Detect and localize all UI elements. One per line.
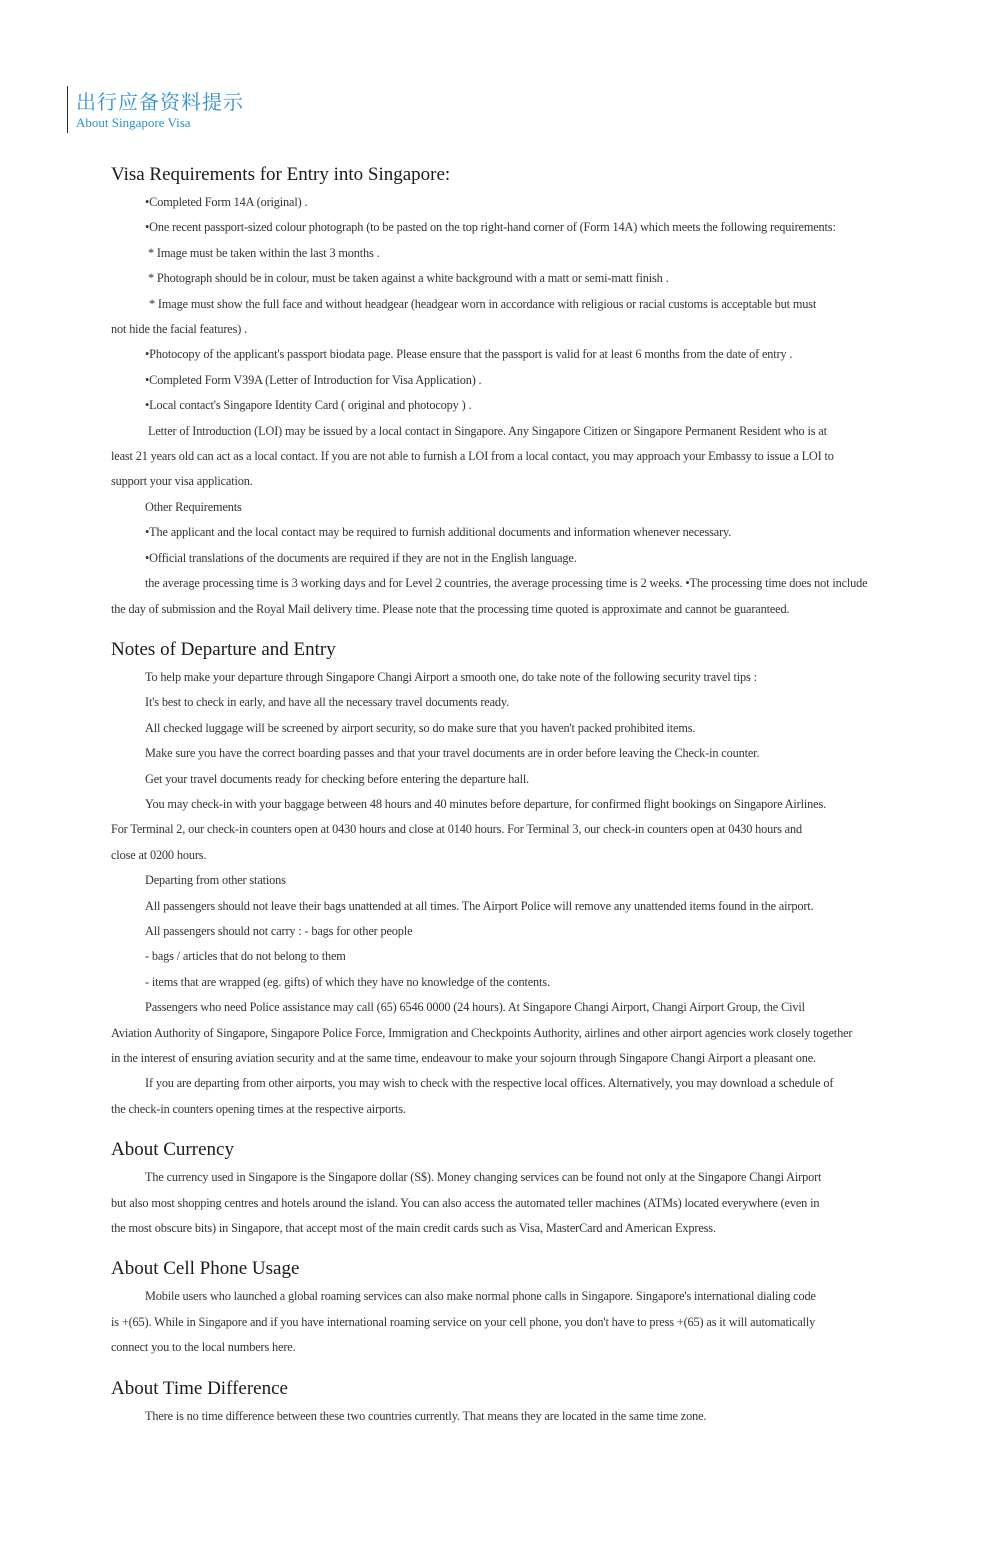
text-line: •Local contact's Singapore Identity Card ( original and photocopy ) .	[145, 398, 472, 413]
text-line: •Completed Form 14A (original) .	[145, 195, 308, 209]
text-line: Aviation Authority of Singapore, Singapore Police Force, Immigration and Checkpoints Authority, airlines and other airport agencies work closely together	[111, 1025, 853, 1040]
section-title: Notes of Departure and Entry	[111, 638, 336, 660]
text-line: Passengers who need Police assistance may call (65) 6546 0000 (24 hours). At Singapore Changi Airport, Changi Airport Group, the Civil	[145, 1000, 805, 1015]
section-title: About Cell Phone Usage	[111, 1258, 300, 1280]
text-line: * Photograph should be in colour, must be taken against a white background with a matt or semi-matt finish .	[148, 271, 669, 286]
section-title: About Time Difference	[111, 1377, 288, 1399]
text-line: All checked luggage will be screened by airport security, so do make sure that you haven't packed prohibited items.	[145, 720, 696, 735]
text-line: * Image must be taken within the last 3 months .	[148, 245, 380, 260]
text-line: support your visa application.	[111, 474, 253, 489]
header-title-en: About Singapore Visa	[76, 115, 191, 130]
header-divider	[67, 86, 68, 133]
text-line: •Completed Form V39A (Letter of Introduction for Visa Application) .	[145, 372, 482, 387]
text-line: All passengers should not leave their bags unattended at all times. The Airport Police will remove any unattended items found in the airport.	[145, 898, 814, 913]
text-line: There is no time difference between these two countries currently. That means they are located in the same time zone.	[145, 1408, 707, 1423]
text-line: Departing from other stations	[145, 873, 286, 888]
document-body	[111, 160, 891, 1429]
section-departure	[111, 639, 891, 1122]
text-line: is +(65). While in Singapore and if you have international roaming service on your cell phone, you don't have to press +(65) as it will automatically	[111, 1314, 816, 1329]
text-line: Get your travel documents ready for checking before entering the departure hall.	[145, 771, 530, 786]
text-line: close at 0200 hours.	[111, 847, 207, 862]
text-line: Letter of Introduction (LOI) may be issued by a local contact in Singapore. Any Singapore Citizen or Singapore Permanent Resident who is at	[148, 423, 827, 438]
text-line: Mobile users who launched a global roaming services can also make normal phone calls in Singapore. Singapore's international dialing code	[145, 1289, 816, 1304]
text-line: the day of submission and the Royal Mail delivery time. Please note that the processing time quoted is approximate and cannot be guaranteed.	[111, 601, 790, 616]
text-line: If you are departing from other airports, you may wish to check with the respective local offices. Alternatively, you may download a schedule of	[145, 1076, 834, 1091]
header-title-cn: 出行应备资料提示	[76, 90, 244, 114]
text-line: •One recent passport-sized colour photograph (to be pasted on the top right-hand corner of (Form 14A) which meets the following requirements:	[145, 220, 836, 235]
text-line: the check-in counters opening times at the respective airports.	[111, 1101, 406, 1116]
text-line: in the interest of ensuring aviation security and at the same time, endeavour to make your sojourn through Singapore Changi Airport a pleasant one.	[111, 1051, 816, 1065]
text-line: •The applicant and the local contact may be required to furnish additional documents and information whenever necessary.	[145, 525, 732, 540]
text-line: All passengers should not carry : - bags for other people	[145, 923, 413, 938]
text-line: You may check-in with your baggage between 48 hours and 40 minutes before departure, for confirmed flight bookings on Singapore Airlines.	[145, 796, 827, 811]
text-line: but also most shopping centres and hotels around the island. You can also access the automated teller machines (ATMs) located everywhere (even in	[111, 1195, 820, 1210]
text-line: The currency used in Singapore is the Singapore dollar (S$). Money changing services can be found not only at the Singapore Changi Airport	[145, 1170, 822, 1185]
section-lines	[111, 190, 891, 622]
text-line: the most obscure bits) in Singapore, that accept most of the main credit cards such as Visa, MasterCard and American Express.	[111, 1221, 716, 1236]
section-visa	[111, 164, 891, 622]
text-line: - items that are wrapped (eg. gifts) of which they have no knowledge of the contents.	[145, 974, 550, 989]
section-lines	[111, 1404, 891, 1429]
section-currency	[111, 1139, 891, 1241]
text-line: •Official translations of the documents are required if they are not in the English language.	[145, 550, 577, 565]
text-line: - bags / articles that do not belong to them	[145, 949, 346, 964]
text-line: For Terminal 2, our check-in counters open at 0430 hours and close at 0140 hours. For Terminal 3, our check-in counters open at 0430 hours and	[111, 822, 802, 837]
text-line: connect you to the local numbers here.	[111, 1340, 296, 1355]
section-title: Visa Requirements for Entry into Singapore:	[111, 164, 451, 185]
section-lines	[111, 1165, 891, 1241]
section-title: About Currency	[111, 1139, 234, 1161]
section-lines	[111, 665, 891, 1122]
text-line: •Photocopy of the applicant's passport biodata page. Please ensure that the passport is valid for at least 6 months from the date of entry .	[145, 347, 793, 362]
text-line: not hide the facial features) .	[111, 322, 248, 337]
text-line: It's best to check in early, and have all the necessary travel documents ready.	[145, 695, 510, 710]
text-line: To help make your departure through Singapore Changi Airport a smooth one, do take note of the following security travel tips :	[145, 669, 757, 684]
text-line: the average processing time is 3 working days and for Level 2 countries, the average processing time is 2 weeks. •The processing time does not include	[145, 576, 868, 591]
text-line: Other Requirements	[145, 499, 242, 514]
text-line: Make sure you have the correct boarding passes and that your travel documents are in order before leaving the Check-in counter.	[145, 746, 760, 761]
section-time	[111, 1378, 891, 1429]
text-line: * Image must show the full face and without headgear (headgear worn in accordance with religious or racial customs is acceptable but must	[149, 296, 817, 311]
text-line: least 21 years old can act as a local contact. If you are not able to furnish a LOI from a local contact, you may approach your Embassy to issue a LOI to	[111, 449, 834, 464]
section-lines	[111, 1284, 891, 1360]
section-phone	[111, 1258, 891, 1360]
